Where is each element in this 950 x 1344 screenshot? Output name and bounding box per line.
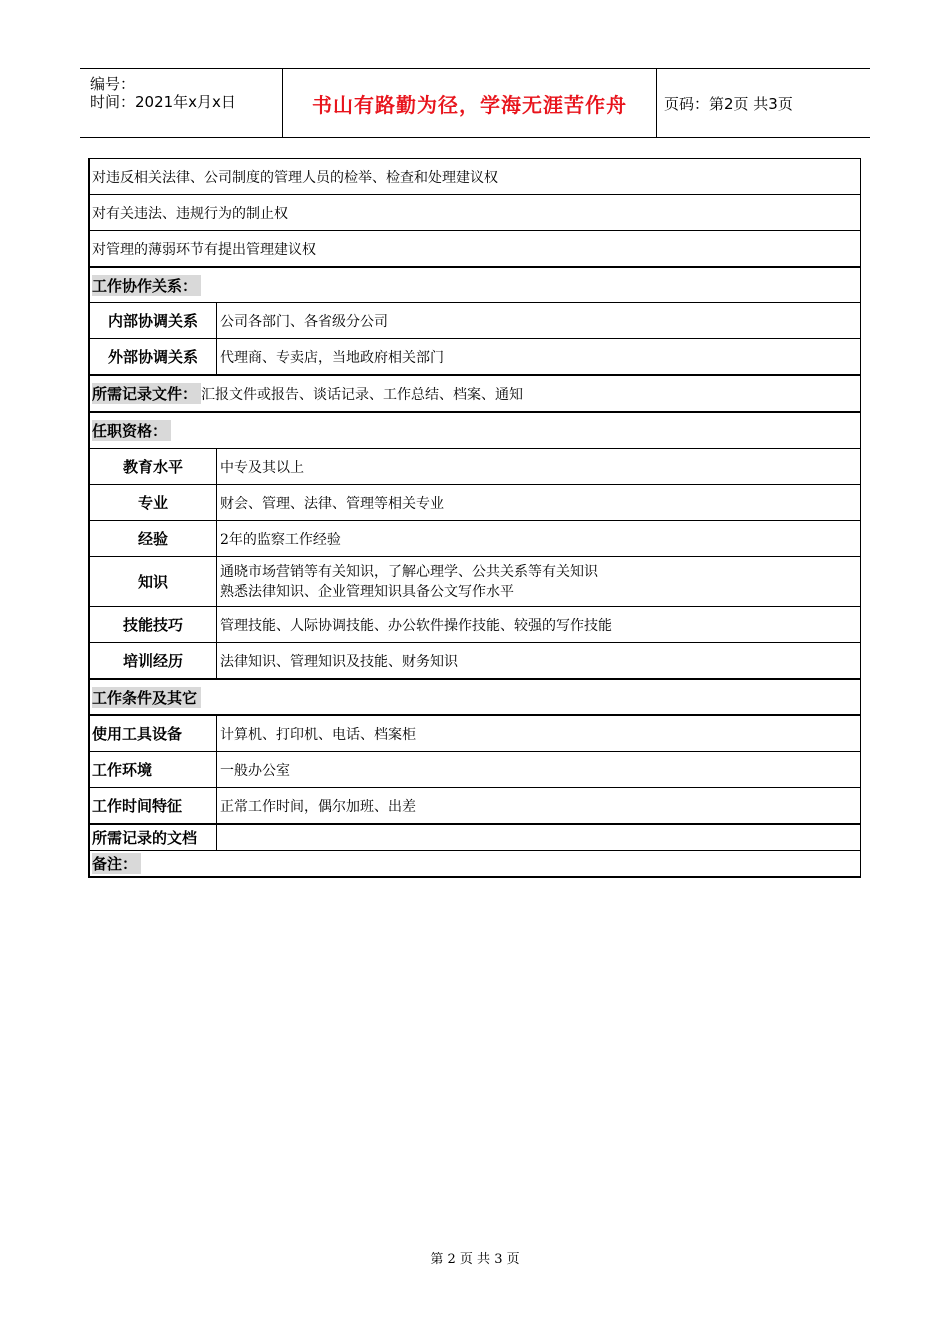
header-motto-cell bbox=[282, 69, 657, 137]
rights-text: 对管理的薄弱环节有提出管理建议权 bbox=[92, 241, 316, 258]
rights-row bbox=[90, 159, 860, 195]
qualification-row bbox=[90, 485, 860, 521]
qualification-row bbox=[90, 557, 860, 607]
row-value: 公司各部门、各省级分公司 bbox=[220, 313, 388, 330]
header-meta bbox=[80, 69, 282, 137]
records-row bbox=[90, 376, 860, 413]
cooperation-row bbox=[90, 303, 860, 339]
page-footer: 第 2 页 共 3 页 bbox=[430, 1252, 520, 1267]
row-value: 正常工作时间，偶尔加班、出差 bbox=[220, 798, 416, 815]
qualification-row bbox=[90, 607, 860, 643]
row-value: 计算机、打印机、电话、档案柜 bbox=[220, 726, 416, 743]
rights-row bbox=[90, 195, 860, 231]
value-line: 通晓市场营销等有关知识，了解心理学、公共关系等有关知识 bbox=[220, 563, 598, 580]
row-value: 一般办公室 bbox=[220, 762, 290, 779]
row-value: 代理商、专卖店，当地政府相关部门 bbox=[220, 349, 444, 366]
section-title: 任职资格： bbox=[90, 413, 171, 448]
rights-row bbox=[90, 231, 860, 268]
cooperation-section-header bbox=[90, 268, 860, 303]
row-value: 中专及其以上 bbox=[220, 459, 304, 476]
cooperation-row bbox=[90, 339, 860, 376]
qualification-section-header bbox=[90, 413, 860, 449]
header-page-cell bbox=[656, 69, 870, 137]
row-label: 外部协调关系 bbox=[90, 339, 217, 374]
row-label: 使用工具设备 bbox=[90, 716, 217, 751]
row-label: 专业 bbox=[90, 485, 217, 520]
code-label: 编号： bbox=[90, 75, 136, 93]
value-line: 熟悉法律知识、企业管理知识具备公文写作水平 bbox=[220, 583, 514, 600]
conditions-row bbox=[90, 788, 860, 825]
qualification-row bbox=[90, 449, 860, 485]
row-value: 2年的监察工作经验 bbox=[220, 531, 341, 548]
row-label: 教育水平 bbox=[90, 449, 217, 484]
qualification-row bbox=[90, 521, 860, 557]
time-label: 时间：2021年x月x日 bbox=[90, 93, 236, 111]
records-label: 所需记录文件： bbox=[90, 376, 201, 411]
row-label: 工作时间特征 bbox=[90, 788, 217, 823]
page-info: 页码：第2页 共3页 bbox=[664, 94, 793, 113]
section-title: 工作条件及其它 bbox=[90, 680, 201, 714]
conditions-row bbox=[90, 752, 860, 788]
row-value: 法律知识、管理知识及技能、财务知识 bbox=[220, 653, 458, 670]
job-description-table bbox=[88, 158, 861, 878]
row-value: 财会、管理、法律、管理等相关专业 bbox=[220, 495, 444, 512]
row-label: 内部协调关系 bbox=[90, 303, 217, 338]
remarks-label: 备注： bbox=[90, 851, 141, 876]
row-value: 管理技能、人际协调技能、办公软件操作技能、较强的写作技能 bbox=[220, 617, 612, 634]
row-label: 经验 bbox=[90, 521, 217, 556]
row-value bbox=[217, 825, 860, 850]
conditions-section-header bbox=[90, 680, 860, 716]
remarks-row bbox=[90, 851, 860, 876]
section-title: 工作协作关系： bbox=[90, 268, 201, 302]
row-value bbox=[217, 557, 860, 606]
records-value: 汇报文件或报告、谈话记录、工作总结、档案、通知 bbox=[201, 386, 524, 403]
conditions-row bbox=[90, 825, 860, 851]
row-label: 技能技巧 bbox=[90, 607, 217, 642]
motto-text: 书山有路勤为径，学海无涯苦作舟 bbox=[312, 92, 627, 117]
row-label: 知识 bbox=[90, 557, 217, 606]
document-header bbox=[80, 68, 870, 138]
row-label: 工作环境 bbox=[90, 752, 217, 787]
row-label: 所需记录的文档 bbox=[90, 825, 217, 850]
row-label: 培训经历 bbox=[90, 643, 217, 678]
rights-text: 对违反相关法律、公司制度的管理人员的检举、检查和处理建议权 bbox=[92, 169, 498, 186]
rights-text: 对有关违法、违规行为的制止权 bbox=[92, 205, 288, 222]
qualification-row bbox=[90, 643, 860, 680]
conditions-row bbox=[90, 716, 860, 752]
